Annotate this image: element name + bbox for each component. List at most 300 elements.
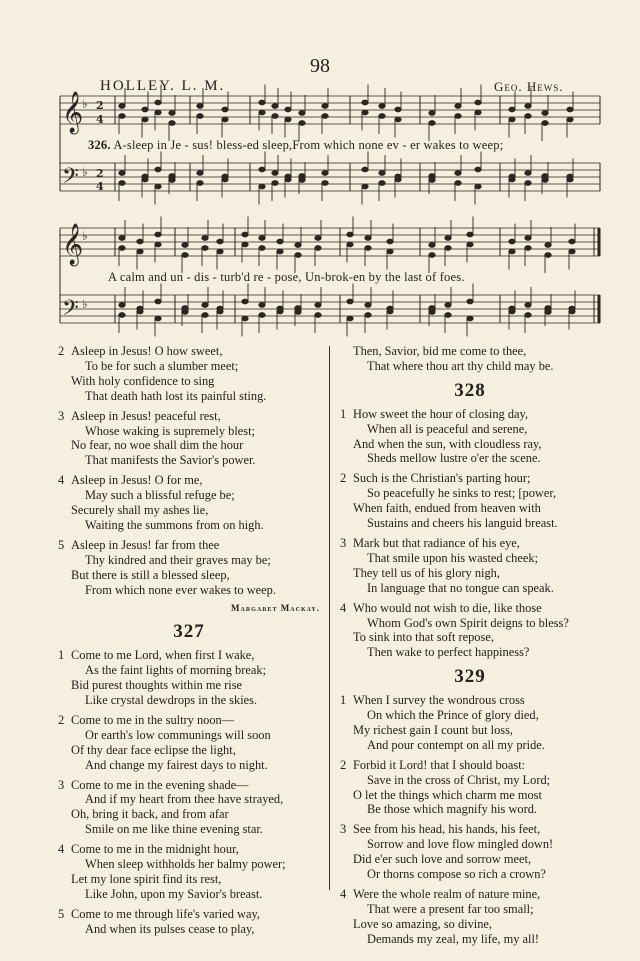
note-head <box>299 111 305 116</box>
verse-text: When sleep withholds her balmy power; <box>85 857 286 872</box>
note-head <box>259 110 265 115</box>
music-score <box>0 0 640 340</box>
stanza-number: 5 <box>58 906 65 921</box>
verse-text: Let my lone spirit find its rest, <box>71 872 222 886</box>
note-head <box>429 121 435 126</box>
verse-line <box>340 581 600 596</box>
note-head <box>119 246 125 251</box>
note-head <box>299 121 305 126</box>
stanza-number: 5 <box>58 537 65 552</box>
verse-line <box>340 645 600 660</box>
note-head <box>285 177 291 182</box>
verse-line <box>58 758 320 773</box>
note-head <box>295 253 301 258</box>
author-name: Margaret Mackay. <box>231 602 320 613</box>
verse-text: So peacefully he sinks to rest; [power, <box>367 486 557 501</box>
note-head <box>119 171 125 176</box>
note-head <box>155 184 161 189</box>
verse-line <box>58 553 320 568</box>
verse-text: Smile on me like thine evening star. <box>85 822 263 837</box>
note-head <box>567 107 573 112</box>
verse-text: That were a present far too small; <box>367 901 534 916</box>
stanza <box>340 407 600 467</box>
stanza-number: 3 <box>340 822 347 837</box>
verse-text: Mark but that radiance of his eye, <box>353 535 520 550</box>
stanza-number: 2 <box>340 757 347 772</box>
verse-line <box>58 807 320 822</box>
stanza <box>58 648 320 708</box>
verse-text: As the faint lights of morning break; <box>85 663 267 678</box>
note-head <box>137 309 143 314</box>
note-head <box>155 299 161 304</box>
note-head <box>119 303 125 308</box>
verse-line <box>340 917 600 932</box>
note-head <box>119 181 125 186</box>
verse-line <box>340 451 600 466</box>
note-head <box>322 171 328 176</box>
note-head <box>347 299 353 304</box>
verse-text: Come to me in the midnight hour, <box>71 842 239 857</box>
verse-line <box>340 738 600 753</box>
note-head <box>315 236 321 241</box>
note-head <box>259 313 265 318</box>
verse-text: Asleep in Jesus! O how sweet, <box>71 344 223 358</box>
note-head <box>277 249 283 254</box>
verse-text: Then wake to perfect happiness? <box>367 645 530 660</box>
verse-line <box>58 842 320 857</box>
note-head <box>455 104 461 109</box>
stanza <box>58 473 320 533</box>
note-head <box>155 316 161 321</box>
note-head <box>365 246 371 251</box>
verse-text: That smile upon his wasted cheek; <box>367 550 539 565</box>
verse-text: Like John, upon my Savior's breast. <box>85 886 263 901</box>
verse-line <box>58 473 320 488</box>
verse-line <box>340 551 600 566</box>
stanza <box>58 538 320 598</box>
note-head <box>365 236 371 241</box>
note-head <box>542 174 548 179</box>
time-signature: 2 <box>96 167 104 180</box>
verse-text: Be those which magnify his word. <box>367 802 538 817</box>
note-head <box>525 171 531 176</box>
note-head <box>509 239 515 244</box>
verse-line <box>340 867 600 882</box>
note-head <box>475 110 481 115</box>
verse-text: Come to me in the evening shade— <box>71 777 249 792</box>
note-head <box>467 232 473 237</box>
verse-line <box>58 922 320 937</box>
note-head <box>259 167 265 172</box>
lyric-line-2: A calm and un - dis - turb'd re - pose, Un-brok-en by the last of foes. <box>108 270 465 284</box>
note-head <box>322 114 328 119</box>
left-column <box>58 344 320 942</box>
stanza-number: 3 <box>58 408 65 423</box>
verse-text: See from his head, his hands, his feet, <box>353 822 541 837</box>
verse-line <box>340 822 600 837</box>
note-head <box>242 232 248 237</box>
verse-line <box>340 932 600 947</box>
verse-line <box>340 788 600 803</box>
note-head <box>272 181 278 186</box>
verse-text: In language that no tongue can speak. <box>367 580 554 595</box>
verse-text: Like crystal dewdrops in the skies. <box>85 693 258 708</box>
verse-line <box>340 837 600 852</box>
note-head <box>362 100 368 105</box>
verse-text: Securely shall my ashes lie, <box>71 503 209 518</box>
note-head <box>509 117 515 122</box>
verse-text: That where thou art thy child may be. <box>367 358 554 373</box>
verse-text: Save in the cross of Christ, my Lord; <box>367 772 551 787</box>
note-head <box>379 181 385 186</box>
verse-line <box>58 503 320 518</box>
note-head <box>197 181 203 186</box>
note-head <box>322 104 328 109</box>
stanza-number: 1 <box>58 648 65 663</box>
verse-text: Bid purest thoughts within me rise <box>71 678 243 693</box>
note-head <box>202 246 208 251</box>
note-head <box>467 316 473 321</box>
verse-text: But there is still a blessed sleep, <box>71 567 230 582</box>
verse-text: Sorrow and love flow mingled down! <box>367 837 554 852</box>
note-head <box>365 313 371 318</box>
note-head <box>475 167 481 172</box>
verse-line <box>340 693 600 708</box>
note-head <box>155 100 161 105</box>
stanza-number: 2 <box>340 471 347 486</box>
clefs <box>62 91 104 326</box>
note-head <box>455 114 461 119</box>
flat-icon: ♭ <box>82 165 88 179</box>
note-head <box>272 114 278 119</box>
note-head <box>119 236 125 241</box>
verse-text: Waiting the summons from on high. <box>85 517 264 532</box>
column-divider <box>329 346 330 890</box>
verse-line <box>58 453 320 468</box>
note-head <box>322 181 328 186</box>
note-head <box>567 117 573 122</box>
note-head <box>315 313 321 318</box>
note-head <box>545 243 551 248</box>
verse-line <box>340 359 600 374</box>
note-head <box>387 239 393 244</box>
note-head <box>142 107 148 112</box>
verse-line <box>58 359 320 374</box>
verse-line <box>58 344 320 359</box>
note-head <box>467 242 473 247</box>
verse-text: Come to me Lord, when first I wake, <box>71 648 255 663</box>
note-head <box>272 171 278 176</box>
stanza-number: 4 <box>58 473 65 488</box>
note-head <box>277 309 283 314</box>
verse-line <box>340 407 600 422</box>
verse-line <box>340 902 600 917</box>
verse-line <box>340 536 600 551</box>
note-head <box>259 303 265 308</box>
stanza <box>58 842 320 902</box>
verse-line <box>58 648 320 663</box>
stanza-number: 2 <box>58 712 65 727</box>
note-head <box>222 177 228 182</box>
verse-text: Demands my zeal, my life, my all! <box>367 931 540 946</box>
note-head <box>379 104 385 109</box>
note-head <box>395 117 401 122</box>
verse-text: And when the sun, with cloudless ray, <box>353 436 542 451</box>
note-head <box>545 253 551 258</box>
verse-line <box>340 501 600 516</box>
note-head <box>467 299 473 304</box>
verse-line <box>340 516 600 531</box>
note-head <box>242 242 248 247</box>
note-head <box>525 246 531 251</box>
note-head <box>155 232 161 237</box>
note-head <box>455 171 461 176</box>
verse-text: Asleep in Jesus! peaceful rest, <box>71 408 221 423</box>
hymn-number-327: 327 <box>173 621 205 643</box>
note-head <box>182 306 188 311</box>
verse-line <box>58 907 320 922</box>
note-head <box>272 104 278 109</box>
note-head <box>362 110 368 115</box>
treble-clef-icon: 𝄞 <box>62 92 84 133</box>
note-head <box>429 174 435 179</box>
verse-text: To sink into that soft repose, <box>353 630 494 645</box>
verse-line <box>340 471 600 486</box>
verse-text: From which none ever wakes to weep. <box>85 582 276 597</box>
verse-line <box>58 583 320 598</box>
verse-line <box>58 887 320 902</box>
verse-text: Did e'er such love and sorrow meet, <box>353 852 532 867</box>
note-head <box>475 100 481 105</box>
stanza <box>58 344 320 404</box>
verse-text: Of thy dear face eclipse the light, <box>71 742 236 757</box>
verse-text: Forbid it Lord! that I should boast: <box>353 757 526 772</box>
verse-line <box>58 693 320 708</box>
verse-line <box>58 518 320 533</box>
verse-text: Sheds mellow lustre o'er the scene. <box>367 451 541 466</box>
note-head <box>202 236 208 241</box>
note-head <box>475 184 481 189</box>
note-head <box>569 249 575 254</box>
lyric-line-1 <box>88 138 503 153</box>
hymn-number-326: 326. <box>88 138 111 152</box>
verse-text: That death hath lost its painful sting. <box>85 388 267 403</box>
note-head <box>119 104 125 109</box>
note-head <box>142 117 148 122</box>
note-head <box>155 242 161 247</box>
verse-line <box>340 486 600 501</box>
note-head <box>347 232 353 237</box>
note-head <box>387 249 393 254</box>
stanza-number: 1 <box>340 406 347 421</box>
note-head <box>197 104 203 109</box>
note-head <box>295 306 301 311</box>
stanza <box>340 693 600 753</box>
notes <box>119 85 575 337</box>
note-head <box>542 111 548 116</box>
hymn-number-328: 328 <box>454 379 486 401</box>
stanza <box>340 758 600 818</box>
note-head <box>429 243 435 248</box>
time-signature: 4 <box>96 113 104 126</box>
flat-icon: ♭ <box>82 229 88 243</box>
verse-text: And when its pulses cease to play, <box>85 921 255 936</box>
note-head <box>395 177 401 182</box>
verse-line <box>58 792 320 807</box>
bass-clef-icon: 𝄢 <box>62 164 79 194</box>
note-head <box>445 313 451 318</box>
note-head <box>429 111 435 116</box>
note-head <box>259 236 265 241</box>
verse-line <box>58 678 320 693</box>
verse-line <box>340 616 600 631</box>
note-head <box>509 107 515 112</box>
verse-line <box>340 344 600 359</box>
note-head <box>347 316 353 321</box>
bar-lines <box>60 96 600 323</box>
note-head <box>569 239 575 244</box>
verse-line <box>340 422 600 437</box>
flat-icon: ♭ <box>82 97 88 111</box>
time-signature: 2 <box>96 99 104 112</box>
verse-line <box>340 723 600 738</box>
note-head <box>119 114 125 119</box>
verse-text: Who would not wish to die, like those <box>353 600 542 615</box>
note-head <box>509 249 515 254</box>
verse-text: And if my heart from thee have strayed, <box>85 792 284 807</box>
verse-text: When I survey the wondrous cross <box>353 693 525 708</box>
verse-line <box>340 887 600 902</box>
verse-line <box>58 663 320 678</box>
note-head <box>315 303 321 308</box>
note-head <box>365 303 371 308</box>
page-number: 98 <box>310 55 330 77</box>
stanza <box>58 713 320 773</box>
note-head <box>509 309 515 314</box>
verse-text: Love so amazing, so divine, <box>353 916 493 931</box>
note-head <box>217 309 223 314</box>
note-head <box>259 184 265 189</box>
verse-line <box>340 437 600 452</box>
stanza <box>340 887 600 947</box>
note-head <box>202 313 208 318</box>
stanza-number: 2 <box>58 344 65 358</box>
note-head <box>387 309 393 314</box>
note-head <box>217 249 223 254</box>
note-head <box>362 184 368 189</box>
stanza-number: 3 <box>340 535 347 550</box>
verse-text: Or thorns compose so rich a crown? <box>367 867 546 882</box>
verse-text: Such is the Christian's parting hour; <box>353 471 531 486</box>
note-head <box>545 306 551 311</box>
verse-text: Or earth's low communings will soon <box>85 727 271 742</box>
verse-line <box>58 713 320 728</box>
verse-text: Asleep in Jesus! O for me, <box>71 473 203 488</box>
note-head <box>299 174 305 179</box>
verse-line <box>58 822 320 837</box>
note-head <box>202 303 208 308</box>
verse-text: No fear, no woe shall dim the hour <box>71 438 244 453</box>
verse-text: Were the whole realm of nature mine, <box>353 887 541 901</box>
verse-line <box>58 374 320 389</box>
verse-text: Asleep in Jesus! far from thee <box>71 537 220 552</box>
stanza-number: 4 <box>340 887 347 901</box>
verse-line <box>58 743 320 758</box>
verse-text: When faith, endued from heaven with <box>353 501 541 516</box>
treble-clef-icon: 𝄞 <box>62 224 84 265</box>
verse-line <box>58 872 320 887</box>
note-head <box>525 114 531 119</box>
stanza-number: 4 <box>340 600 347 615</box>
stanza <box>340 536 600 596</box>
note-head <box>525 303 531 308</box>
verse-line <box>58 538 320 553</box>
composer: Geo. Hews. <box>494 79 564 94</box>
note-head <box>242 316 248 321</box>
verse-text: And change my fairest days to night. <box>85 757 268 772</box>
stanza <box>58 907 320 937</box>
note-head <box>222 117 228 122</box>
verse-line <box>340 601 600 616</box>
note-head <box>169 111 175 116</box>
verse-line <box>58 424 320 439</box>
bass-clef-icon: 𝄢 <box>62 296 79 326</box>
verse-text: That manifests the Savior's power. <box>85 453 256 468</box>
note-head <box>197 171 203 176</box>
verse-text: Whose waking is supremely blest; <box>85 423 255 438</box>
lyric-text: A-sleep in Je - sus! bless-ed sleep,From which none ev - er wakes to weep; <box>113 138 504 152</box>
stanza <box>340 471 600 531</box>
verse-line <box>58 488 320 503</box>
note-head <box>137 239 143 244</box>
verse-text: Come to me through life's varied way, <box>71 906 260 921</box>
verse-text: To be for such a slumber meet; <box>85 358 239 373</box>
verse-line <box>340 852 600 867</box>
verse-text: How sweet the hour of closing day, <box>353 406 529 421</box>
stanza-number: 4 <box>58 842 65 857</box>
note-head <box>285 107 291 112</box>
verse-text: On which the Prince of glory died, <box>367 708 539 723</box>
verse-text: When all is peaceful and serene, <box>367 421 528 436</box>
note-head <box>567 177 573 182</box>
verse-text: My richest gain I count but loss, <box>353 722 514 737</box>
stanza-number: 1 <box>340 693 347 708</box>
note-head <box>242 299 248 304</box>
note-head <box>445 236 451 241</box>
note-head <box>197 114 203 119</box>
stanza <box>58 778 320 838</box>
note-head <box>569 309 575 314</box>
note-head <box>379 171 385 176</box>
note-head <box>379 114 385 119</box>
verse-line <box>58 438 320 453</box>
note-head <box>395 107 401 112</box>
verse-line <box>58 857 320 872</box>
verse-text: Whom God's own Spirit deigns to bless? <box>367 615 569 630</box>
verse-text: They tell us of his glory nigh, <box>353 565 500 580</box>
verse-text: O let the things which charm me most <box>353 787 542 802</box>
note-head <box>525 313 531 318</box>
verse-text: And pour contempt on all my pride. <box>367 737 545 752</box>
note-head <box>445 303 451 308</box>
note-head <box>142 177 148 182</box>
stanza <box>340 822 600 882</box>
verse-line <box>58 568 320 583</box>
note-head <box>182 253 188 258</box>
verse-text: Then, Savior, bid me come to thee, <box>353 344 527 358</box>
tune-title: HOLLEY. L. M. <box>100 78 226 94</box>
note-head <box>137 249 143 254</box>
